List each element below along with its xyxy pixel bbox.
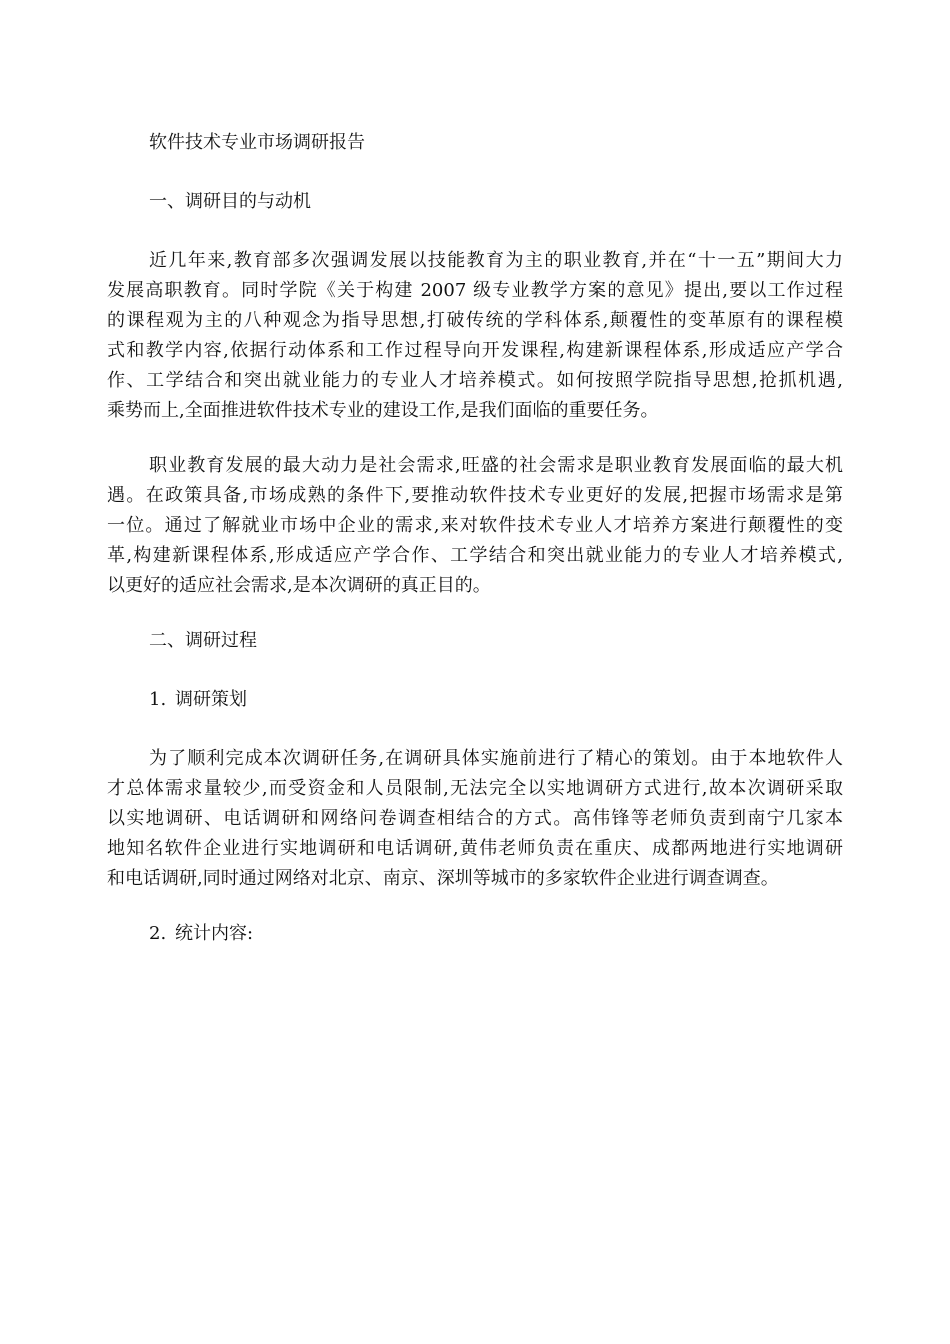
text-line: 近几年来,教育部多次强调发展以技能教育为主的职业教育,并在“十一五”期间大力: [149, 250, 843, 271]
document-body: [107, 128, 843, 949]
subsection-1-heading: [107, 685, 843, 715]
section-2-heading: 二、调研过程: [149, 630, 257, 651]
text-line: 地知名软件企业进行实地调研和电话调研,黄伟老师负责在重庆、成都两地进行实地调研: [107, 838, 843, 859]
section-1-paragraph-1: [107, 246, 843, 426]
section-1-heading: 一、调研目的与动机: [149, 191, 311, 212]
text-line: 为了顺利完成本次调研任务,在调研具体实施前进行了精心的策划。由于本地软件人: [149, 748, 843, 769]
text-line: 职业教育发展的最大动力是社会需求,旺盛的社会需求是职业教育发展面临的最大机: [149, 455, 843, 476]
text-line: 一位。通过了解就业市场中企业的需求,来对软件技术专业人才培养方案进行颠覆性的变: [107, 515, 843, 536]
text-line: 革,构建新课程体系,形成适应产学合作、工学结合和突出就业能力的专业人才培养模式,: [107, 545, 843, 566]
text-line: 以实地调研、电话调研和网络问卷调查相结合的方式。高伟锋等老师负责到南宁几家本: [107, 808, 843, 829]
text-line: 以更好的适应社会需求,是本次调研的真正目的。: [107, 575, 491, 596]
text-line: 作、工学结合和突出就业能力的专业人才培养模式。如何按照学院指导思想,抢抓机遇,: [107, 370, 843, 391]
text-line: 遇。在政策具备,市场成熟的条件下,要推动软件技术专业更好的发展,把握市场需求是第: [107, 485, 843, 506]
text-line: 式和教学内容,依据行动体系和工作过程导向开发课程,构建新课程体系,形成适应产学合: [107, 340, 843, 361]
subsection-1-paragraph: [107, 744, 843, 894]
subsection-2-number: 2.: [149, 923, 167, 944]
subsection-1-number: 1.: [149, 689, 167, 710]
subsection-2-heading: [107, 919, 843, 949]
text-line: 和电话调研,同时通过网络对北京、南京、深圳等城市的多家软件企业进行调查调查。: [107, 868, 779, 889]
text-line: 发展高职教育。同时学院《关于构建 2007 级专业教学方案的意见》提出,要以工作过程: [107, 280, 843, 301]
subsection-1-title: 调研策划: [175, 689, 247, 710]
text-line: 乘势而上,全面推进软件技术专业的建设工作,是我们面临的重要任务。: [107, 400, 659, 421]
subsection-2-title: 统计内容:: [175, 923, 254, 944]
text-line: 的课程观为主的八种观念为指导思想,打破传统的学科体系,颠覆性的变革原有的课程模: [107, 310, 843, 331]
text-line: 才总体需求量较少,而受资金和人员限制,无法完全以实地调研方式进行,故本次调研采取: [107, 778, 843, 799]
document-title: 软件技术专业市场调研报告: [149, 132, 365, 153]
section-1-paragraph-2: [107, 451, 843, 601]
